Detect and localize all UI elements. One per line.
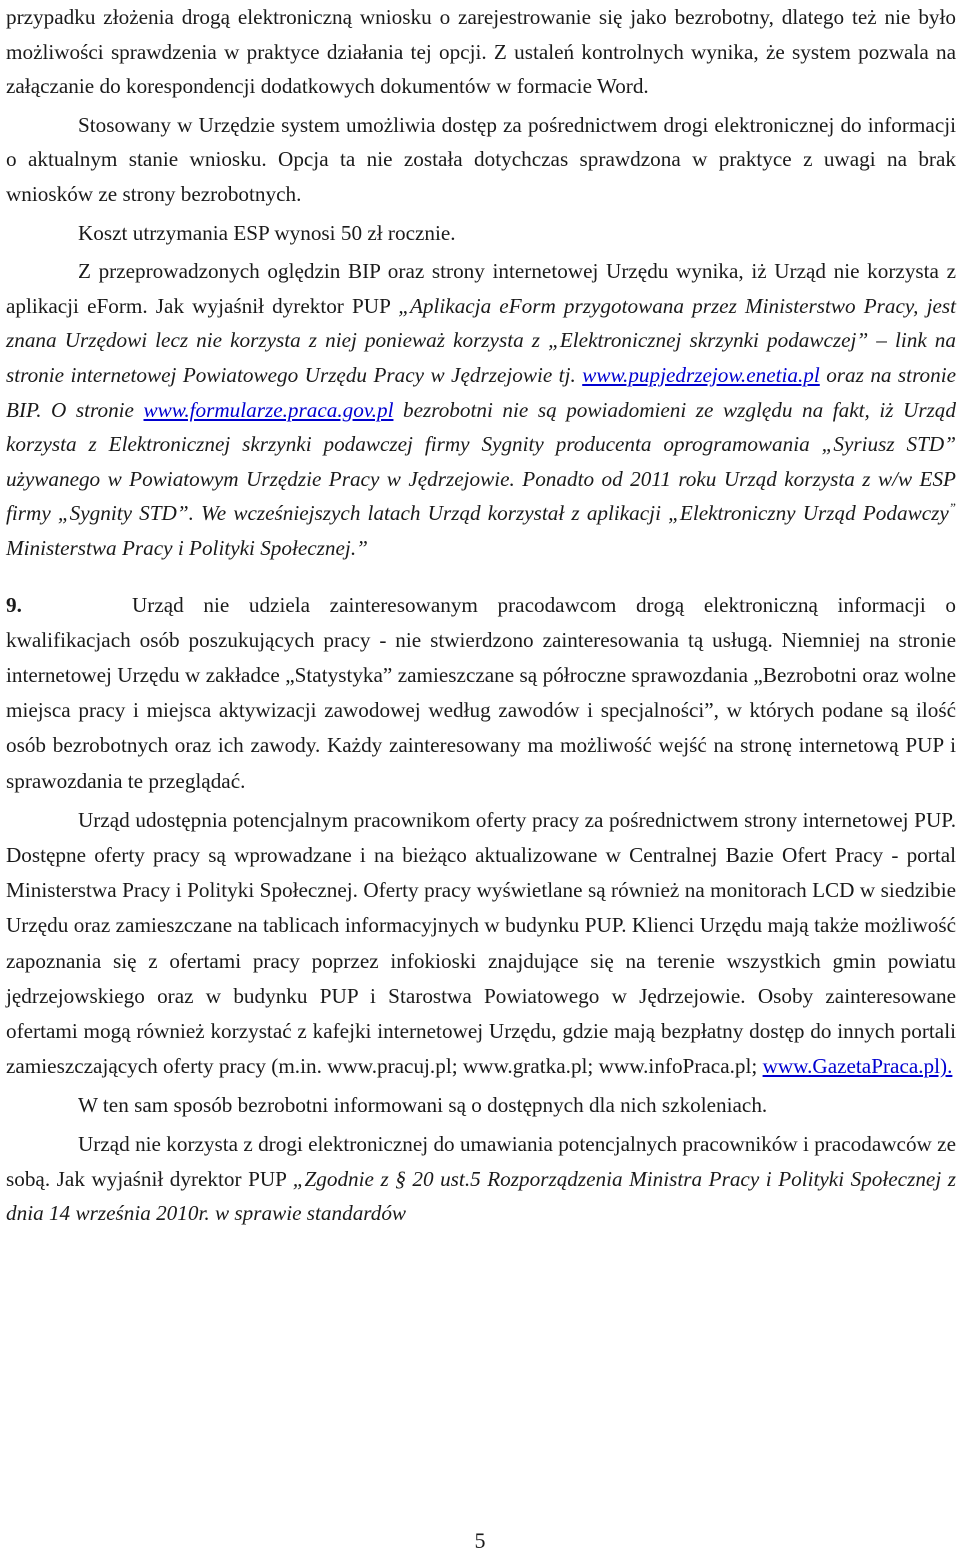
paragraph-text: przypadku złożenia drogą elektroniczną wniosku o zarejestrowanie się jako bezrobotny, dlatego też nie było możliwości sprawdzenia w praktyce działania tej opcji. Z ustaleń kontrolnych wynika, że system pozwala na załączanie do korespondencji dodatkowych dokumentów w formacie Word.	[6, 5, 956, 99]
quote-mark: ”	[948, 500, 956, 516]
paragraph-eform-explanation	[6, 254, 956, 565]
section-number: 9.	[6, 592, 22, 617]
quoted-explanation: „Aplikacja eForm przygotowana przez Ministerstwo Pracy, jest znana Urzędowi lecz nie korzysta z niej ponieważ korzysta z „Elektronicznej skrzynki podawczej” – link na stronie internetowej Powiatowego Urzędu Pracy w Jędrzejowie tj.	[6, 293, 956, 387]
link-pupjedrzejow[interactable]: www.pupjedrzejow.enetia.pl	[582, 362, 820, 387]
quoted-explanation: bezrobotni nie są powiadomieni ze względu na fakt, iż Urząd korzysta z Elektronicznej skrzynki podawczej firmy Sygnity producenta oprogramowania „Syriusz STD” używanego w Powiatowym Urzędzie Pracy w Jędrzejowie. Ponadto od 2011 roku Urząd korzysta z w/w ESP firmy „Sygnity STD”. We wcześniejszych latach Urząd korzystał z aplikacji „Elektroniczny Urząd Podawczy	[6, 397, 956, 526]
section-9-paragraph	[6, 588, 956, 799]
document-page	[6, 0, 956, 1231]
paragraph-job-offers	[6, 803, 956, 1085]
paragraph-text: Urząd nie udziela zainteresowanym pracodawcom drogą elektroniczną informacji o kwalifikacjach osób poszukujących pracy - nie stwierdzono zainteresowania tą usługą. Niemniej na stronie internetowej Urzędu w zakładce „Statystyka” zamieszczane są półroczne sprawozdania „Bezrobotni oraz wolne miejsca pracy i miejsca aktywizacji zawodowej według zawodów i specjalności”, w których podane są ilość osób bezrobotnych oraz ich zawody. Każdy zainteresowany ma możliwość wejść na stronę internetową PUP i sprawozdania te przeglądać.	[6, 592, 956, 793]
paragraph-text: Z przeprowadzonych oględzin BIP oraz strony internetowej Urzędu wynika, iż Urząd nie korzysta z aplikacji eForm. Jak wyjaśnił dyrektor PUP	[6, 259, 956, 318]
paragraph-text: W ten sam sposób bezrobotni informowani są o dostępnych dla nich szkoleniach.	[78, 1093, 768, 1118]
page-number: 5	[474, 1528, 486, 1553]
link-formularze[interactable]: www.formularze.praca.gov.pl	[143, 397, 394, 422]
paragraph-text: Stosowany w Urzędzie system umożliwia dostęp za pośrednictwem drogi elektronicznej do informacji o aktualnym stanie wniosku. Opcja ta nie została dotychczas sprawdzona w praktyce z uwagi na brak wniosków ze strony bezrobotnych.	[6, 112, 956, 206]
quoted-explanation: Ministerstwa Pracy i Polityki Społecznej.”	[6, 535, 368, 560]
paragraph-esp-word-attachments	[6, 0, 956, 104]
quoted-explanation: oraz na stronie BIP. O stronie	[6, 362, 957, 422]
paragraph-text: Urząd nie korzysta z drogi elektronicznej do umawiania potencjalnych pracowników i pracodawców ze sobą. Jak wyjaśnił dyrektor PUP	[6, 1131, 956, 1191]
paragraph-esp-cost	[6, 216, 956, 251]
paragraph-text: Koszt utrzymania ESP wynosi 50 zł rocznie.	[78, 220, 456, 245]
quoted-explanation: „Zgodnie z § 20 ust.5 Rozporządzenia Ministra Pracy i Polityki Społecznej z dnia 14 września 2010r. w sprawie standardów	[6, 1166, 956, 1226]
paragraph-matching	[6, 1127, 956, 1231]
link-gazetapraca[interactable]: www.GazetaPraca.pl).	[762, 1054, 953, 1079]
paragraph-text: Urząd udostępnia potencjalnym pracownikom oferty pracy za pośrednictwem strony internetowej PUP. Dostępne oferty pracy są wprowadzane i na bieżąco aktualizowane w Centralnej Bazie Ofert Pracy - portal Ministerstwa Pracy i Polityki Społecznej. Oferty pracy wyświetlane są również na monitorach LCD w siedzibie Urzędu oraz zamieszczane na tablicach informacyjnych w budynku PUP. Klienci Urzędu mają także możliwość zapoznania się z ofertami pracy poprzez infokioski znajdujące się na terenie wszystkich gmin powiatu jędrzejowskiego oraz w budynku PUP i Starostwa Powiatowego w Jędrzejowie. Osoby zainteresowane ofertami mogą również korzystać z kafejki internetowej Urzędu, gdzie mają bezpłatny dostęp do innych portali zamieszczających oferty pracy (m.in. www.pracuj.pl; www.gratka.pl; www.infoPraca.pl;	[6, 807, 956, 1079]
paragraph-training-info	[6, 1088, 956, 1123]
paragraph-application-status	[6, 108, 956, 212]
